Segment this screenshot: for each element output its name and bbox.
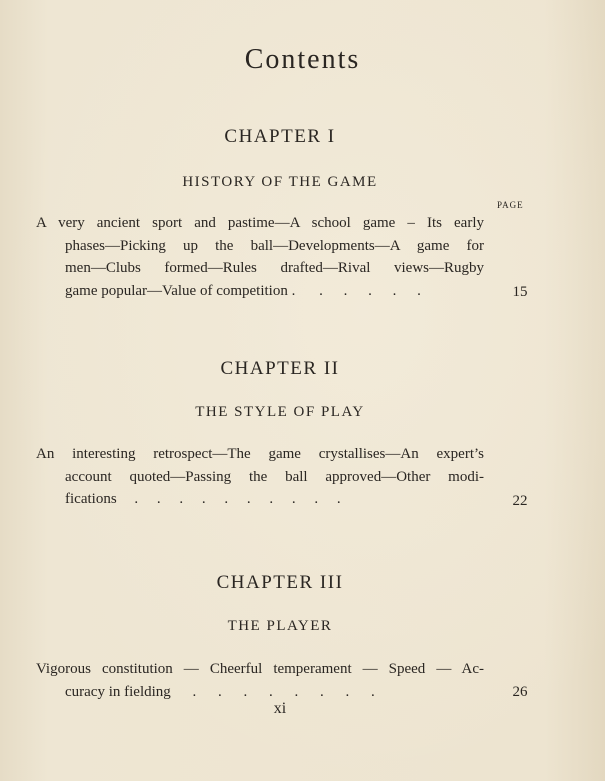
page-folio: xi [273, 700, 287, 717]
summary-line: Vigorous constitution — Cheerful temperament — Speed — Ac- [36, 661, 484, 677]
chapter-1-subtitle: HISTORY OF THE GAME [182, 174, 378, 190]
chapter-2-summary [36, 443, 484, 511]
summary-line: account quoted—Passing the ball approved—Other modi- [65, 468, 484, 485]
chapter-1-summary [36, 212, 484, 302]
chapter-3-heading: CHAPTER III [216, 572, 344, 593]
summary-line: men—Clubs formed—Rules drafted—Rival views—Rugby [65, 260, 484, 276]
summary-line-text: game popular—Value of competition . [65, 282, 296, 299]
summary-line [36, 488, 484, 511]
chapter-1-page-number: 15 [512, 284, 528, 300]
leader-dots: . . . . . . . . . . [134, 491, 341, 507]
leader-dots: . . . . . [319, 282, 421, 299]
page-title: Contents [244, 44, 361, 75]
chapter-2-subtitle: THE STYLE OF PLAY [195, 404, 365, 420]
chapter-2-page-number: 22 [512, 493, 528, 509]
chapter-3-summary [36, 658, 484, 703]
summary-line: An interesting retrospect—The game crystallises—An expert’s [36, 446, 484, 462]
summary-line: phases—Picking up the ball—Developments—A game for [65, 237, 484, 254]
page-column-label: PAGE [497, 200, 524, 210]
summary-line-text: fications [65, 491, 117, 507]
summary-line-text: curacy in fielding [65, 683, 171, 700]
chapter-3-subtitle: THE PLAYER [227, 618, 333, 634]
chapter-3-page-number: 26 [512, 684, 528, 700]
chapter-2-heading: CHAPTER II [220, 358, 340, 379]
leader-dots: . . . . . . . . [192, 683, 375, 700]
summary-line [36, 280, 484, 303]
chapter-1-heading: CHAPTER I [224, 126, 336, 147]
summary-line: A very ancient sport and pastime—A school game – Its early [36, 215, 484, 231]
